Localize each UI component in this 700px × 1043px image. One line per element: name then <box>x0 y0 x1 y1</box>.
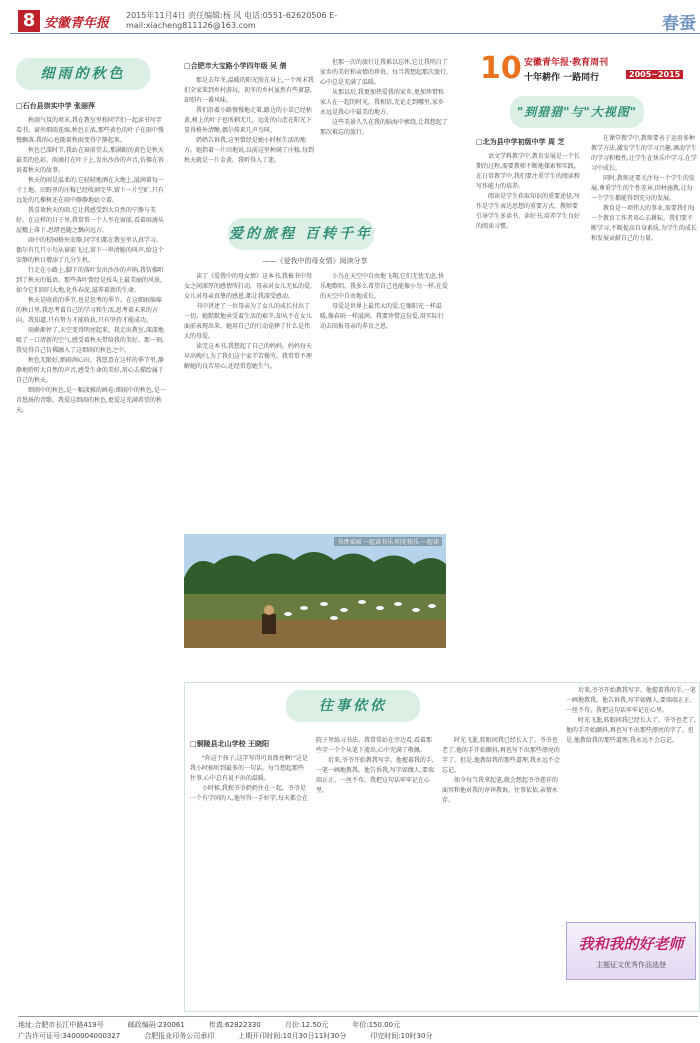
paragraph: 小鸟在天空中自由地飞翔,它们无忧无虑,快乐地歌唱。我多么希望自己也能像小鸟一样,在爱的天空中自由地成长。 <box>320 273 448 300</box>
footer-yearly-price: 年价:150.00元 <box>352 1021 401 1029</box>
paragraph: 阅读是学生获取知识的重要途径,写作是学生表达思想的重要方式。教师要引导学生多读书、读好书,培养学生良好的阅读习惯。 <box>476 193 580 230</box>
paragraph: 这些美景久久在我的脑海中萦绕,让我想起了那次难忘的旅行。 <box>320 119 448 136</box>
paragraph: 时光飞逝,转眼间我已经长大了。爷爷也老了,他的手开始颤抖,再也写不出那些漂亮的字了。但是,他教给我的那些道理,我永远不会忘记。 <box>442 737 560 774</box>
footer-print-start: 上期开印时间:10月30日11时30分 <box>238 1032 347 1040</box>
footer-fax: 传真:62822330 <box>208 1021 261 1029</box>
article-banner-teaching: "到猎猎"与"大视图" <box>510 96 644 128</box>
article-teaching <box>476 134 698 674</box>
footer-address: 地址:合肥市长江中路419号 <box>18 1021 104 1029</box>
anniversary-years: 2005~2015 <box>626 70 683 79</box>
paragraph: 语文学科教学中,教育发展是一个长期的过程,需要教师不断地探索和实践。在日常教学中,我们要注重学生的阅读和写作能力的培养。 <box>476 153 580 190</box>
footer-license: 广告许可证号:3400004000327 <box>18 1032 121 1040</box>
article-banner-memories: 往事依依 <box>286 690 420 722</box>
paragraph: 雨渐渐停了,天空变得明亮起来。我走出教室,深深地吸了一口清新的空气,感受着秋天带给我的美好。那一刻,我觉得自己仿佛融入了这细雨的秋色之中。 <box>16 327 164 354</box>
paragraph: "你这个孩子,这字写得可真漂亮啊!"这是我小时候听到最多的一句话。每当想起那些往事,心中总有说不出的温暖。 <box>190 755 308 782</box>
paragraph: 读了《爱我中的母女情》这本书,我被书中母女之间深厚的感情所打动。母亲对女儿无私的爱,女儿对母亲真挚的感恩,都让我深受感动。 <box>184 273 312 300</box>
paragraph: 母爱是世界上最伟大的爱,它像阳光一样温暖,像春雨一样滋润。我要珍惜这份爱,用实际行动去回报母亲的养育之恩。 <box>320 303 444 330</box>
paragraph: 后来,爷爷开始教我写字。他握着我的手,一笔一画地教我。他告诉我,写字如做人,要端端正正、一丝不苟。我把这句话牢牢记在心里。 <box>316 757 434 794</box>
ad-subtitle: 主题征文优秀作品选登 <box>596 961 666 969</box>
footer-print-end: 印完时间:10时30分 <box>370 1032 433 1040</box>
paragraph: 在课堂教学中,教师要善于运用多种教学方法,激发学生的学习兴趣,调动学生的学习积极性,让学生在快乐中学习,在学习中成长。 <box>591 135 697 172</box>
header-info: 2015年11月4日 责任编辑:杨 风 电话:0551-62620506 E-mail:xiacheng811126@163.com <box>126 11 338 30</box>
paragraph: 秋雨气氛的周末,我在教室里和同学们一起读书写字看书。窗外细雨连绵,秋色正浓,那些黄色的叶子在雨中慢慢飘落,我的心也随着秋雨变得宁静起来。 <box>16 117 164 144</box>
ad-title: 我和我的好老师 <box>578 935 684 953</box>
anniversary-number: 10 <box>480 51 522 86</box>
paragraph: 同时,教师还要关注每一个学生的发展,尊重学生的个性差异,因材施教,让每一个学生都能得到充分的发展。 <box>591 175 695 202</box>
paragraph: 时光飞逝,转眼间我已经长大了。爷爷也老了,他的手开始颤抖,再也写不出那些漂亮的字了。但是,他教给我的那些道理,我永远不会忘记。 <box>566 717 696 744</box>
article-byline: □铜陵县北山学校 王晓阳 <box>190 740 270 748</box>
article-trip <box>184 58 314 208</box>
article-byline: □石台县崇实中学 张丽萍 <box>16 102 96 110</box>
article-banner-love: 爱的旅程 百转千年 <box>228 218 374 250</box>
paragraph: 书中讲述了一位母亲为了女儿的成长付出了一切。她默默地承受着生活的艰辛,却从不在女儿面前表现出来。她用自己的行动诠释了什么是伟大的母爱。 <box>184 303 312 340</box>
article-byline: □北为县中学初级中学 周 芝 <box>476 138 565 146</box>
paragraph: 教育是一项伟大的事业,需要我们每一个教育工作者用心去耕耘。我们要不断学习,不断提高自身素质,为学生的成长和发展贡献自己的力量。 <box>591 205 697 242</box>
page-footer <box>18 1016 698 1042</box>
photo-caption: 书香家园 一起读书乐 阳光快乐 一起读 <box>334 537 442 546</box>
essay-contest-ad <box>566 922 696 980</box>
paragraph: 秋天是收获的季节,也是思考的季节。在这细雨绵绵的秋日里,我思考着自己的学习和生活,思考着未来的方向。我知道,只有努力才能收获,只有坚持才能成功。 <box>16 297 162 324</box>
article-memories-continued <box>566 686 696 916</box>
paragraph: 我们沿着小路慢慢地走着,路边的小草已经枯黄,树上的叶子也所剩无几。远处的山峦在阳光下显得格外清晰,偶尔传来几声鸟叫。 <box>184 107 312 134</box>
paragraph: 雨中的校园格外安静,同学们都在教室里认真学习。偶尔有几只小鸟从窗前飞过,留下一串清脆的叫声,给这个安静的秋日增添了几分生机。 <box>16 237 164 264</box>
article-love-left <box>184 272 314 528</box>
paragraph: 小时候,我和爷爷奶奶住在一起。爷爷是一个有学问的人,他写得一手好字,每天都会在院子里练习书法。我常常站在旁边看,看着那些字一个个从笔下流出,心中充满了敬佩。 <box>190 737 432 802</box>
article-byline: □合肥市大宝路小学四年级 吴 倩 <box>184 62 287 70</box>
paragraph: 奶奶告诉我,这里曾经是她小时候生活的地方。她指着一片田地说,以前这里种满了庄稼,每到秋天就是一片金黄。我听得入了迷。 <box>184 137 314 164</box>
paragraph: 我喜欢秋天的雨,它让我感受到大自然的宁静与美好。在这样的日子里,我常常一个人坐在窗前,看着雨滴从屋檐上落下,思绪也随之飘向远方。 <box>16 207 164 234</box>
footer-monthly-price: 月价:12.50元 <box>284 1021 329 1029</box>
anniversary-logo <box>480 52 700 88</box>
anniversary-line-1: 安徽青年报·教育周刊 <box>524 58 609 68</box>
page-header <box>10 8 700 34</box>
paragraph: 秋天的雨是温柔的,它轻轻地洒在大地上,滋润着每一寸土地。田野里的庄稼已经收割完毕,留下一片空旷,只有远处的几棵树还在雨中静静地站立着。 <box>16 177 164 204</box>
newspaper-name: 安徽青年报 <box>44 16 110 31</box>
page-number: 8 <box>18 10 40 32</box>
field-photo <box>184 534 446 648</box>
anniversary-line-2: 十年耕作 一路同行 <box>524 73 600 83</box>
footer-printer: 合肥报业印务公司承印 <box>144 1032 215 1040</box>
article-banner-autumn: 细雨的秋色 <box>16 58 150 90</box>
paragraph: 从那以后,我更加热爱我的家乡,更加珍惜和家人在一起的时光。我相信,无论走到哪里,家乡永远是我心中最美的地方。 <box>320 89 444 116</box>
article-trip-continued <box>320 58 448 208</box>
article-memories <box>190 736 560 1006</box>
paragraph: 后来,爷爷开始教我写字。他握着我的手,一笔一画地教我。他告诉我,写字如做人,要端端正正、一丝不苟。我把这句话牢牢记在心里。 <box>566 687 696 714</box>
section-title: 春蚕 <box>662 14 696 34</box>
paragraph: 读完这本书,我想起了自己的妈妈。妈妈每天早出晚归,为了我们这个家辛苦操劳。我常常不理解她的良苦用心,还经常惹她生气。 <box>184 343 312 370</box>
article-subtitle: ——《爱我中的母女情》阅读分享 <box>262 257 368 265</box>
paragraph: 那是去年冬,温暖的阳光照在身上,一个周末我们全家来到乡村游玩。初冬的乡村虽然有些萧瑟,却别有一番风味。 <box>184 77 314 104</box>
paragraph: 但那一次的旅行让我难以忘怀,它让我明白了家乡的美好和亲情的珍贵。每当我想起那次旅行,心中总是充满了温暖。 <box>320 59 448 86</box>
footer-postcode: 邮政编码:230061 <box>127 1021 185 1029</box>
paragraph: 秋色已深时节,我站在窗前望去,那满眼的黄色是秋天最美的色彩。雨滴打在叶子上,发出沙沙的声音,仿佛在诉说着秋天的故事。 <box>16 147 164 174</box>
paragraph: 如今每当我拿起笔,就会想起爷爷慈祥的面容和他对我的谆谆教诲。往事依依,亲情永存。 <box>442 777 558 804</box>
footer-row-2 <box>18 1031 698 1042</box>
article-love-right <box>320 272 448 528</box>
paragraph: 秋色无限好,细雨润心田。我愿意在这样的季节里,静静地聆听大自然的声音,感受生命的美好,用心去描绘属于自己的秋天。 <box>16 357 164 384</box>
paragraph: 细雨中的秋色,是一幅淡雅的画卷;细雨中的秋色,是一首悠扬的诗歌。我爱这细雨的秋色,更爱这充满希望的秋天。 <box>16 387 166 414</box>
article-autumn <box>16 98 166 1008</box>
footer-row-1 <box>18 1020 698 1031</box>
photo-illustration <box>184 534 446 648</box>
paragraph: 行走在小路上,脚下的落叶发出沙沙的声响,我仿佛听到了秋天的低语。那些落叶曾经是枝头上最美丽的风景,如今它们回归大地,化作春泥,滋养着新的生命。 <box>16 267 164 294</box>
